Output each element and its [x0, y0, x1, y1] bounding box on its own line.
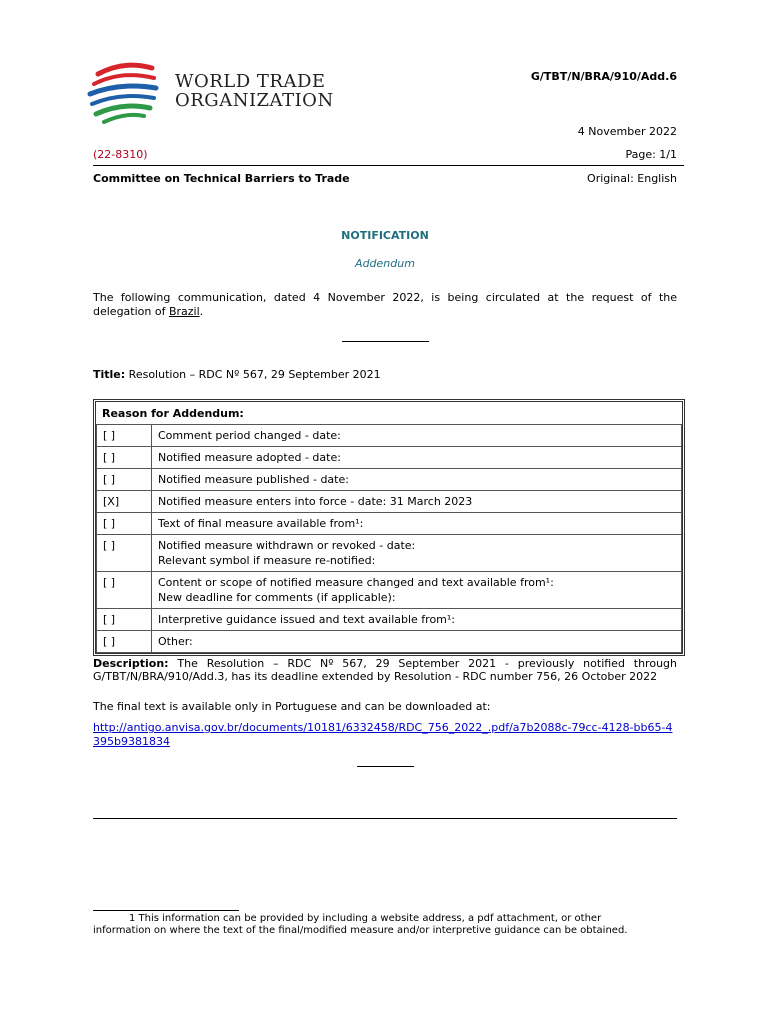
- footnote: [93, 913, 693, 937]
- reason-text: [152, 631, 682, 653]
- reason-row: [97, 469, 682, 491]
- reason-line1: Notified measure enters into force - date: 31 March 2023: [158, 495, 473, 508]
- final-text-note: The final text is available only in Portuguese and can be downloaded at:: [93, 700, 491, 713]
- footnote-line2: information on where the text of the final/modified measure and/or interpretive guidance can be obtained.: [93, 925, 628, 936]
- reason-text: [152, 535, 682, 572]
- title-value: Resolution – RDC Nº 567, 29 September 2021: [125, 368, 381, 381]
- reason-line1: Interpretive guidance issued and text available from¹:: [158, 613, 456, 626]
- reason-line1: Notified measure published - date:: [158, 473, 349, 486]
- page-number: Page: 1/1: [625, 148, 677, 161]
- reason-checkbox: [ ]: [97, 609, 152, 631]
- reason-line1: Comment period changed - date:: [158, 429, 341, 442]
- org-name-line1: WORLD TRADE: [175, 71, 326, 92]
- original-language: Original: English: [587, 172, 677, 185]
- ref-number: (22-8310): [93, 148, 148, 161]
- reason-row: [97, 535, 682, 572]
- reason-row: [97, 425, 682, 447]
- reason-text: [152, 469, 682, 491]
- intro-end: .: [199, 305, 204, 318]
- reason-line1: Notified measure adopted - date:: [158, 451, 341, 464]
- member-name: Brazil: [168, 305, 200, 318]
- doc-date: 4 November 2022: [577, 125, 677, 138]
- section-divider: [342, 341, 429, 342]
- reason-checkbox: [X]: [97, 491, 152, 513]
- end-divider: [357, 766, 414, 767]
- wto-logo: [84, 56, 164, 126]
- reason-line1: Other:: [158, 635, 193, 648]
- download-link[interactable]: http://antigo.anvisa.gov.br/documents/10181/6332458/RDC_756_2022_.pdf/a7b2088c-79cc-4128-bb65-4395b9381834: [93, 721, 673, 748]
- notification-title: NOTIFICATION: [341, 229, 429, 242]
- reason-row: [97, 447, 682, 469]
- org-name: [175, 72, 334, 110]
- reason-rows: [96, 424, 682, 653]
- reason-checkbox: [ ]: [97, 572, 152, 609]
- reason-line1: Content or scope of notified measure changed and text available from¹:: [158, 576, 554, 589]
- reason-row: [97, 631, 682, 653]
- reason-checkbox: [ ]: [97, 425, 152, 447]
- addendum-subtitle: Addendum: [355, 257, 415, 270]
- description-label: Description:: [93, 657, 169, 670]
- reason-text: [152, 425, 682, 447]
- intro-text: The following communication, dated 4 November 2022, is being circulated at the request of the delegation of: [93, 291, 677, 318]
- reason-line2: Relevant symbol if measure re-notified:: [158, 554, 376, 567]
- reason-checkbox: [ ]: [97, 535, 152, 572]
- header-divider: [93, 165, 684, 166]
- reason-checkbox: [ ]: [97, 469, 152, 491]
- reason-checkbox: [ ]: [97, 631, 152, 653]
- reason-row: [97, 491, 682, 513]
- reason-row: [97, 609, 682, 631]
- reason-text: [152, 572, 682, 609]
- description-paragraph: [93, 657, 677, 683]
- org-name-line2: ORGANIZATION: [175, 90, 334, 111]
- reason-table: [93, 399, 685, 656]
- title-line: [93, 368, 381, 381]
- reason-text: [152, 447, 682, 469]
- title-label: Title:: [93, 368, 126, 381]
- reason-text: [152, 513, 682, 535]
- reason-checkbox: [ ]: [97, 447, 152, 469]
- reason-heading: Reason for Addendum:: [102, 407, 244, 420]
- footnote-line1: 1 This information can be provided by including a website address, a pdf attachment, or other: [129, 913, 602, 924]
- reason-row: [97, 572, 682, 609]
- reason-line1: Notified measure withdrawn or revoked - date:: [158, 539, 416, 552]
- reason-line2: New deadline for comments (if applicable):: [158, 591, 396, 604]
- reason-row: [97, 513, 682, 535]
- intro-paragraph: [93, 291, 677, 319]
- footnote-separator: [93, 910, 239, 911]
- footer-rule: [93, 818, 677, 819]
- reason-checkbox: [ ]: [97, 513, 152, 535]
- doc-symbol: G/TBT/N/BRA/910/Add.6: [530, 70, 677, 83]
- committee-name: Committee on Technical Barriers to Trade: [93, 172, 350, 185]
- reason-text: [152, 609, 682, 631]
- reason-line1: Text of final measure available from¹:: [158, 517, 364, 530]
- reason-text: [152, 491, 682, 513]
- wto-emblem-icon: [84, 56, 164, 126]
- description-text: The Resolution – RDC Nº 567, 29 September 2021 - previously notified through G/TBT/N/BRA/910/Add.3, has its deadline extended by Resolution - RDC number 756, 26 October 2022: [93, 657, 677, 683]
